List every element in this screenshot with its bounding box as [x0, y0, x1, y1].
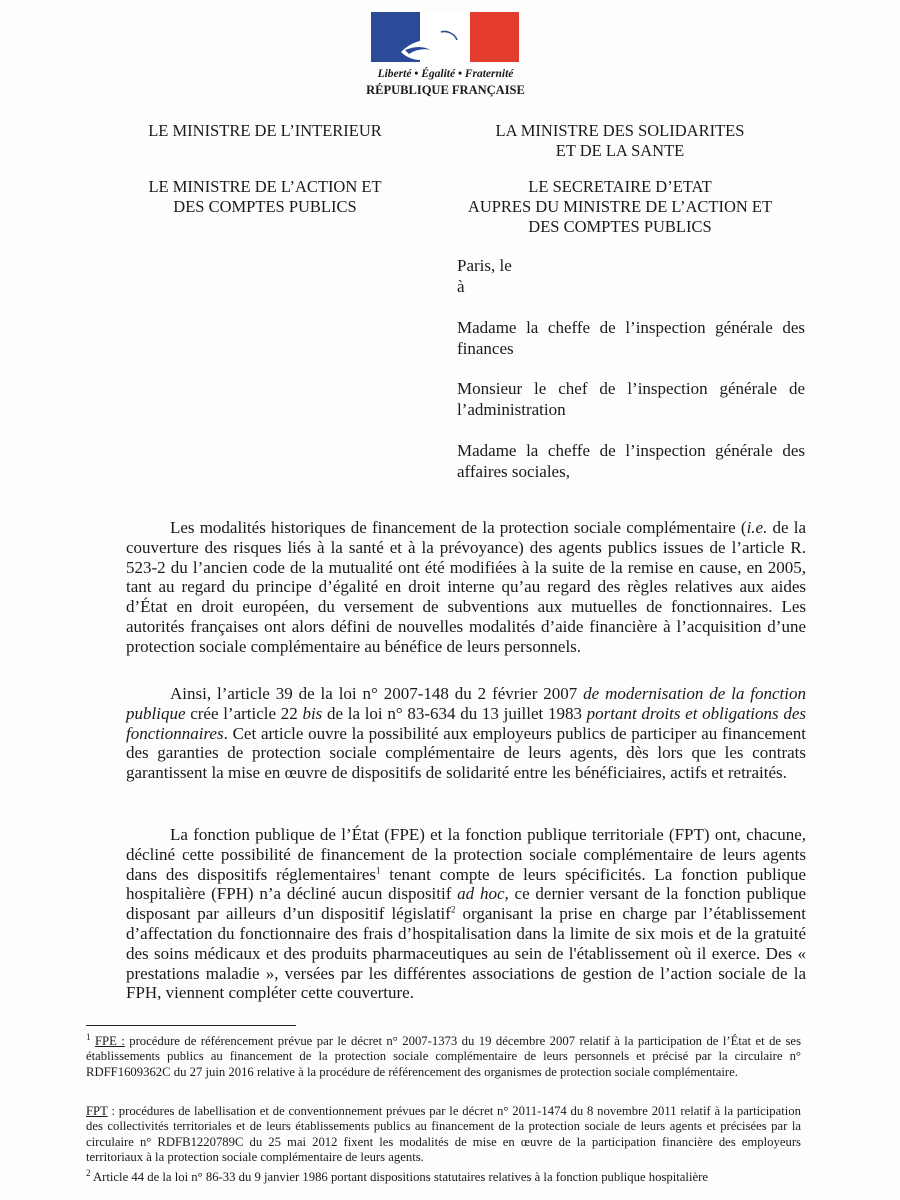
recipient-2	[457, 379, 805, 420]
footnote-fpt	[86, 1104, 801, 1166]
p3-text-c: , ce dernier versant de la fonction publique disposant par ailleurs d’un dispositif législatif	[126, 884, 806, 924]
footnote-1-text: procédure de référencement prévue par le décret n° 2007-1373 du 19 décembre 2007 relatif à la participation de l’État et de ses établissements publics au financement de la protection sociale complémentaire de leurs personnels et précisé par la circulaire n° RDFF1609362C du 27 juin 2016 relative à la procédure de référencement des organismes de protection sociale complémentaire.	[86, 1034, 802, 1079]
secretary-state-line3: DES COMPTES PUBLICS	[528, 217, 712, 236]
p2-bis: bis	[302, 703, 323, 723]
p3-text-b: tenant compte de leurs spécificités. La fonction publique hospitalière (FPH) n’a décliné aucun dispositif	[126, 864, 806, 904]
paragraph-3	[126, 825, 806, 1003]
recipient-2-line1: Monsieur le chef de l’inspection générale de	[457, 379, 805, 398]
recipient-1-line1: Madame la cheffe de l’inspection générale des	[457, 318, 805, 337]
footnote-2-number: 2	[86, 1167, 91, 1178]
recipient-3	[457, 441, 805, 482]
footnote-2	[86, 1167, 801, 1185]
p3-text-d: organisant la prise en charge par l’établissement d’affectation du fonctionnaire des frais d’hospitalisation dans la limite de six mois et de la gratuité des soins médicaux et des produits pharmaceutiques au sein de l'établissement où il exerce. Des « prestations maladie », versées par les différentes associations de gestion de l’action sociale de la FPH, viennent compléter cette couverture.	[126, 904, 806, 1003]
footnote-1-number: 1	[86, 1031, 91, 1042]
place-date	[457, 256, 805, 297]
republique-francaise-logo	[371, 12, 519, 62]
footnote-fpt-text: : procédures de labellisation et de conventionnement prévues par le décret n° 2011-1474 du 8 novembre 2011 relatif à la participation des collectivités territoriales et de leurs établissements publics au financement de la protection sociale de leurs agents et précisées par la circulaire n° RDFB1220789C du 25 mai 2012 fixent les modalités de mise en œuvre de la participation financière des employeurs territoriaux à la protection sociale complémentaire de leurs agents.	[86, 1104, 801, 1165]
footnote-fpt-label: FPT	[86, 1104, 108, 1118]
header-right-2	[440, 177, 800, 237]
place-to: à	[457, 276, 465, 296]
p2-italic-1: de modernisation de la fonction publique	[126, 684, 806, 723]
republique-francaise: RÉPUBLIQUE FRANÇAISE	[366, 83, 525, 97]
paragraph-2	[126, 684, 806, 783]
p3-text-a: La fonction publique de l’État (FPE) et la fonction publique territoriale (FPT) ont, chacune, décliné cette possibilité de financement de la protection sociale complémentaire de leurs agents dans des dispositifs réglementaires	[126, 825, 806, 884]
minister-solidarity-line1: LA MINISTRE DES SOLIDARITES	[495, 121, 745, 140]
motto: Liberté • Égalité • Fraternité	[377, 68, 514, 80]
header-right-1	[440, 121, 800, 161]
footnote-2-text: Article 44 de la loi n° 86-33 du 9 janvier 1986 portant dispositions statutaires relatives à la fonction publique hospitalière	[90, 1170, 708, 1184]
minister-action-line2: DES COMPTES PUBLICS	[173, 197, 357, 216]
recipient-2-line2: l’administration	[457, 399, 566, 419]
p1-ie: i.e.	[746, 518, 768, 537]
p2-text-b: crée l’article 22	[185, 703, 303, 723]
paragraph-1	[126, 518, 806, 657]
header-left-1	[140, 121, 390, 141]
minister-interior: LE MINISTRE DE L’INTERIEUR	[148, 121, 382, 140]
secretary-state-line2: AUPRES DU MINISTRE DE L’ACTION ET	[467, 197, 773, 216]
recipient-3-line2: affaires sociales,	[457, 461, 570, 481]
footnote-ref-2: 2	[450, 904, 456, 915]
footnote-1-label: FPE :	[94, 1034, 125, 1048]
p3-ad-hoc: ad hoc	[457, 884, 505, 904]
footnote-ref-1: 1	[376, 864, 381, 875]
minister-action-line1: LE MINISTRE DE L’ACTION ET	[148, 177, 382, 196]
minister-solidarity-line2: ET DE LA SANTE	[555, 141, 685, 160]
p1-text-b: de la couverture des risques liés à la santé et à la prévoyance) des agents publics issues de l’article R. 523-2 du l’ancien code de la mutualité ont été modifiées à la suite de la remise en cause, en 2005, tant au regard du principe d’égalité en droit interne qu’au regard des règles relatives aux aides d’État en droit européen, du versement de subventions aux mutuelles de fonctionnaires. Les autorités françaises ont alors défini de nouvelles modalités d’aide financière à l’acquisition d’une protection sociale complémentaire au bénéfice de leurs personnels.	[126, 518, 806, 656]
marianne-flag-icon	[371, 12, 519, 62]
recipient-1	[457, 318, 805, 359]
p2-text-d: . Cet article ouvre la possibilité aux employeurs publics de participer au financement des garanties de protection sociale complémentaire de leurs agents, dès lors que les contrats garantissent la mise en œuvre de dispositifs de solidarité entre les bénéficiaires, actifs et retraités.	[126, 723, 806, 783]
p2-italic-2: portant droits et obligations des fonctionnaires	[126, 703, 807, 743]
recipient-3-line1: Madame la cheffe de l’inspection générale des	[457, 441, 805, 460]
p2-text-c: de la loi n° 83-634 du 13 juillet 1983	[322, 703, 587, 723]
secretary-state-line1: LE SECRETAIRE D’ETAT	[528, 177, 712, 196]
footnote-separator	[86, 1025, 296, 1026]
p1-text-a: Les modalités historiques de financement de la protection sociale complémentaire (	[170, 518, 747, 537]
p2-text-a: Ainsi, l’article 39 de la loi n° 2007-148 du 2 février 2007	[170, 684, 584, 703]
footnote-1	[86, 1031, 802, 1080]
place-city: Paris, le	[457, 256, 512, 275]
header-left-2	[140, 177, 390, 217]
recipient-1-line2: finances	[457, 338, 514, 358]
